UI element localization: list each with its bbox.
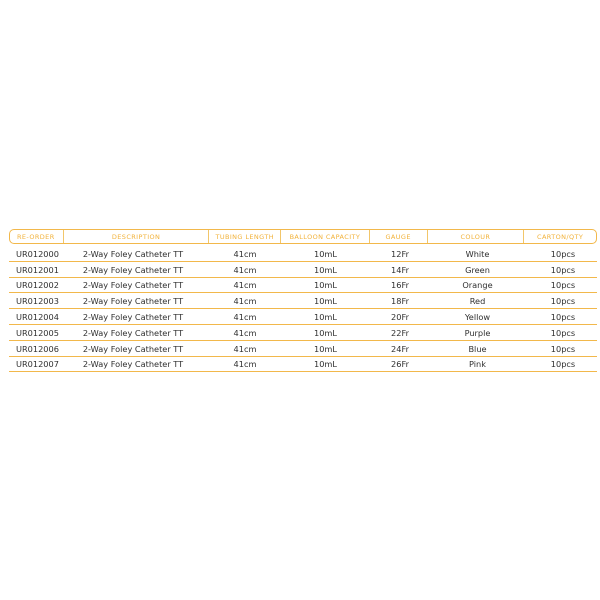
header-reorder: RE-ORDER: [10, 230, 64, 243]
cell-carton-qty: 10pcs: [550, 280, 576, 291]
table-body: [9, 246, 597, 372]
header-description: DESCRIPTION: [64, 230, 210, 243]
cell-tubing-length: 41cm: [233, 280, 257, 291]
cell-carton-qty: 10pcs: [550, 359, 576, 370]
table-row: [9, 325, 597, 341]
cell-colour: Red: [469, 296, 486, 307]
table-row: [9, 262, 597, 278]
cell-description: 2-Way Foley Catheter TT: [82, 359, 184, 370]
table-row: [9, 293, 597, 309]
cell-tubing-length: 41cm: [233, 264, 257, 275]
header-gauge: GAUGE: [370, 230, 428, 243]
cell-tubing-length: 41cm: [233, 359, 257, 370]
header-colour: COLOUR: [428, 230, 525, 243]
cell-tubing-length: 41cm: [233, 327, 257, 338]
cell-tubing-length: 41cm: [233, 343, 257, 354]
cell-gauge: 14Fr: [391, 264, 409, 275]
cell-reorder: UR012007: [16, 359, 59, 370]
table-row: [9, 246, 597, 262]
cell-carton-qty: 10pcs: [550, 312, 576, 323]
cell-carton-qty: 10pcs: [550, 343, 576, 354]
cell-colour: Blue: [468, 343, 487, 354]
header-carton-qty: CARTON/QTY: [537, 232, 584, 241]
cell-colour: Yellow: [464, 312, 491, 323]
cell-reorder: UR012005: [16, 327, 59, 338]
cell-reorder: UR012000: [16, 248, 59, 259]
cell-colour: Orange: [462, 280, 493, 291]
cell-gauge: 18Fr: [391, 296, 409, 307]
cell-description: 2-Way Foley Catheter TT: [82, 280, 184, 291]
cell-tubing-length: 41cm: [233, 248, 257, 259]
table-row: [9, 357, 597, 373]
header-tubing-length: TUBING LENGTH: [209, 230, 281, 243]
cell-carton-qty: 10pcs: [550, 327, 576, 338]
cell-description: 2-Way Foley Catheter TT: [82, 327, 184, 338]
cell-balloon-capacity: 10mL: [314, 327, 337, 338]
cell-balloon-capacity: 10mL: [314, 280, 337, 291]
cell-reorder: UR012001: [16, 264, 59, 275]
cell-carton-qty: 10pcs: [550, 248, 576, 259]
cell-gauge: 26Fr: [391, 359, 409, 370]
cell-balloon-capacity: 10mL: [314, 359, 337, 370]
cell-colour: Green: [465, 264, 490, 275]
cell-description: 2-Way Foley Catheter TT: [82, 264, 184, 275]
table-header-row: [9, 229, 597, 244]
cell-reorder: UR012002: [16, 280, 59, 291]
cell-balloon-capacity: 10mL: [314, 264, 337, 275]
cell-gauge: 16Fr: [391, 280, 409, 291]
cell-reorder: UR012003: [16, 296, 59, 307]
cell-gauge: 22Fr: [391, 327, 409, 338]
cell-description: 2-Way Foley Catheter TT: [82, 312, 184, 323]
cell-carton-qty: 10pcs: [550, 296, 576, 307]
cell-colour: Pink: [469, 359, 486, 370]
cell-description: 2-Way Foley Catheter TT: [82, 343, 184, 354]
cell-gauge: 24Fr: [391, 343, 409, 354]
cell-balloon-capacity: 10mL: [314, 248, 337, 259]
cell-carton-qty: 10pcs: [550, 264, 576, 275]
cell-tubing-length: 41cm: [233, 296, 257, 307]
cell-description: 2-Way Foley Catheter TT: [82, 296, 184, 307]
cell-balloon-capacity: 10mL: [314, 343, 337, 354]
cell-gauge: 12Fr: [391, 248, 409, 259]
cell-balloon-capacity: 10mL: [314, 312, 337, 323]
cell-reorder: UR012004: [16, 312, 59, 323]
header-balloon-capacity: BALLOON CAPACITY: [281, 230, 370, 243]
cell-colour: White: [465, 248, 490, 259]
cell-colour: Purple: [464, 327, 491, 338]
cell-balloon-capacity: 10mL: [314, 296, 337, 307]
cell-tubing-length: 41cm: [233, 312, 257, 323]
table-row: [9, 278, 597, 294]
cell-gauge: 20Fr: [391, 312, 409, 323]
cell-reorder: UR012006: [16, 343, 59, 354]
cell-description: 2-Way Foley Catheter TT: [82, 248, 184, 259]
table-row: [9, 341, 597, 357]
table-row: [9, 309, 597, 325]
product-table: [9, 229, 597, 372]
